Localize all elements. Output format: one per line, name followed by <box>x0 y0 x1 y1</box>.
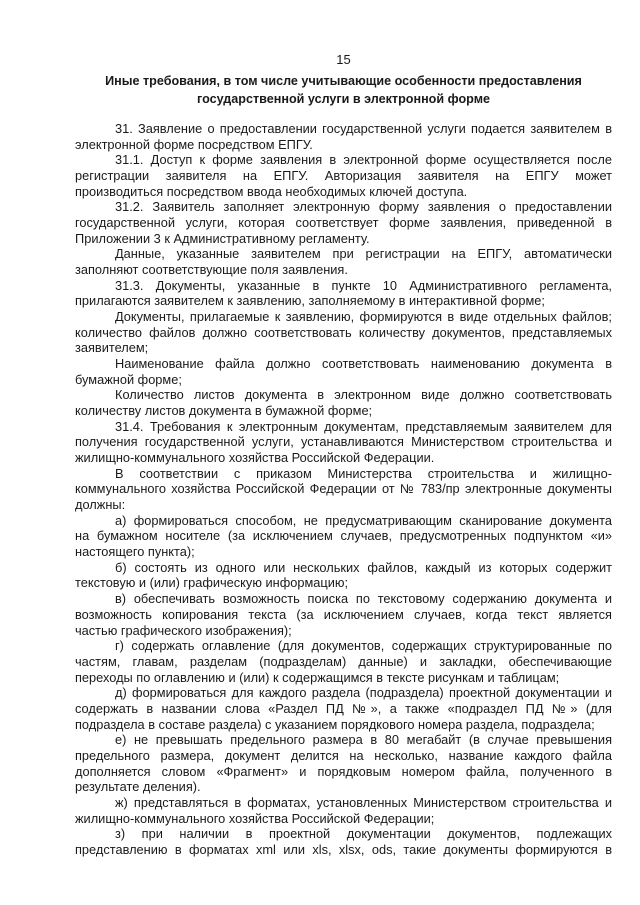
paragraph-line: 31. Заявление о предоставлении государственной услуги подается заявителем в <box>115 121 612 136</box>
paragraph-line: б) состоять из одного или нескольких файлов, каждый из которых содержит <box>115 559 612 575</box>
paragraph-line: 31.4. Требования к электронным документам, представляемым заявителем для <box>115 418 612 434</box>
paragraph-31 <box>75 121 612 152</box>
paragraph-line: результате деления). <box>75 779 201 795</box>
paragraph-line: е) не превышать предельного размера в 80 мегабайт (в случае превышения <box>115 732 612 748</box>
paragraph-line: настоящего пункта); <box>75 544 195 560</box>
paragraph-line: содержать в названии слова «Раздел ПД №», а также «подраздел ПД №» (для <box>75 700 612 716</box>
paragraph-line: з) при наличии в проектной документации документов, подлежащих <box>115 826 612 842</box>
paragraph-line: подраздела в составе раздела) с указанием порядкового номера раздела, подраздела; <box>75 716 595 732</box>
paragraph-line: получения государственной услуги, устанавливаются Министерством строительства и <box>75 434 612 450</box>
paragraph-line: ж) представляться в форматах, установленных Министерством строительства и <box>115 794 612 810</box>
paragraph-line: регистрации заявителя на ЕПГУ. Авторизация заявителя на ЕПГУ может <box>75 168 612 184</box>
list-item-g <box>75 638 612 685</box>
section-heading <box>75 72 612 108</box>
paragraph-line: электронной форме посредством ЕПГУ. <box>75 136 313 152</box>
paragraph-line: текстовую и (или) графическую информацию; <box>75 575 349 591</box>
list-item-b <box>75 560 612 591</box>
paragraph-line: предельного размера, документ делится на несколько, название каждого файла <box>75 747 612 763</box>
paragraph-line: возможность копирования текста (за исключением случаев, когда текст является <box>75 606 612 622</box>
paragraph-31-2 <box>75 199 612 246</box>
heading-line: государственной услуги в электронной форме <box>196 92 491 106</box>
paragraph-line: дополняется словом «Фрагмент» и порядковым номером файла, полученного в <box>75 763 612 779</box>
list-item-e <box>75 732 612 795</box>
paragraph-line: заявителем; <box>75 340 149 356</box>
paragraph-line: 31.3. Документы, указанные в пункте 10 Административного регламента, <box>115 277 612 293</box>
paragraph-line: количество файлов должно соответствовать количеству документов, представляемых <box>75 324 612 340</box>
paragraph-line: 31.2. Заявитель заполняет электронную форму заявления о предоставлении <box>115 199 612 215</box>
paragraph-line: Количество листов документа в электронном виде должно соответствовать <box>115 387 612 403</box>
paragraph-line: жилищно-коммунального хозяйства Российской Федерации. <box>75 450 435 466</box>
paragraph-31-3-file-name <box>75 356 612 387</box>
paragraph-line: д) формироваться для каждого раздела (подраздела) проектной документации и <box>115 685 612 701</box>
paragraph-line: коммунального хозяйства Российской Федерации от № 783/пр электронные документы <box>75 481 612 497</box>
paragraph-line: прилагаются заявителем к заявлению, заполняемому в интерактивной форме; <box>75 293 545 309</box>
paragraph-31-1 <box>75 152 612 199</box>
paragraph-line: частям, главам, разделам (подразделам) данные) и закладки, обеспечивающие <box>75 653 612 669</box>
paragraph-line: представлению в форматах xml или xls, xlsx, ods, такие документы формируются в <box>75 841 612 857</box>
list-item-a <box>75 513 612 560</box>
paragraph-31-2-data <box>75 246 612 277</box>
paragraph-line: должны: <box>75 497 126 513</box>
paragraph-31-4-order <box>75 466 612 513</box>
paragraph-line: Приложении 3 к Административному регламенту. <box>75 230 370 246</box>
paragraph-31-4 <box>75 419 612 466</box>
paragraph-line: 31.1. Доступ к форме заявления в электронной форме осуществляется после <box>115 152 612 168</box>
paragraph-line: государственной услуги, которая соответствует форме заявления, приведенной в <box>75 215 612 231</box>
paragraph-31-3 <box>75 278 612 309</box>
paragraph-line: Наименование файла должно соответствовать наименованию документа в <box>115 356 612 372</box>
paragraph-line: бумажной форме; <box>75 371 182 387</box>
paragraph-line: на бумажном носителе (за исключением случаев, предусмотренных подпунктом «и» <box>75 528 612 544</box>
paragraph-line: частью графического изображения); <box>75 622 292 638</box>
paragraph-line: жилищно-коммунального хозяйства Российской Федерации; <box>75 810 435 826</box>
heading-line: Иные требования, в том числе учитывающие особенности предоставления <box>105 74 582 88</box>
list-item-d <box>75 685 612 732</box>
body-text <box>75 121 612 858</box>
paragraph-line: В соответствии с приказом Министерства строительства и жилищно- <box>115 465 612 481</box>
paragraph-line: в) обеспечивать возможность поиска по текстовому содержанию документа и <box>115 591 612 607</box>
paragraph-line: переходы по оглавлению и (или) к содержащимся в тексте рисункам и таблицам; <box>75 669 560 685</box>
page-number: 15 <box>336 52 351 67</box>
list-item-v <box>75 591 612 638</box>
paragraph-31-3-sheets <box>75 387 612 418</box>
paragraph-line: заполняют соответствующие поля заявления. <box>75 262 348 278</box>
paragraph-line: а) формироваться способом, не предусматривающим сканирование документа <box>115 512 612 528</box>
list-item-zh <box>75 795 612 826</box>
paragraph-line: Документы, прилагаемые к заявлению, формируются в виде отдельных файлов; <box>115 309 612 325</box>
paragraph-31-3-files <box>75 309 612 356</box>
paragraph-line: производиться посредством ввода необходимых ключей доступа. <box>75 183 468 199</box>
list-item-z <box>75 826 612 857</box>
paragraph-line: количеству листов документа в бумажной форме; <box>75 403 373 419</box>
paragraph-line: Данные, указанные заявителем при регистрации на ЕПГУ, автоматически <box>115 246 612 262</box>
paragraph-line: г) содержать оглавление (для документов, содержащих структурированные по <box>115 638 612 654</box>
